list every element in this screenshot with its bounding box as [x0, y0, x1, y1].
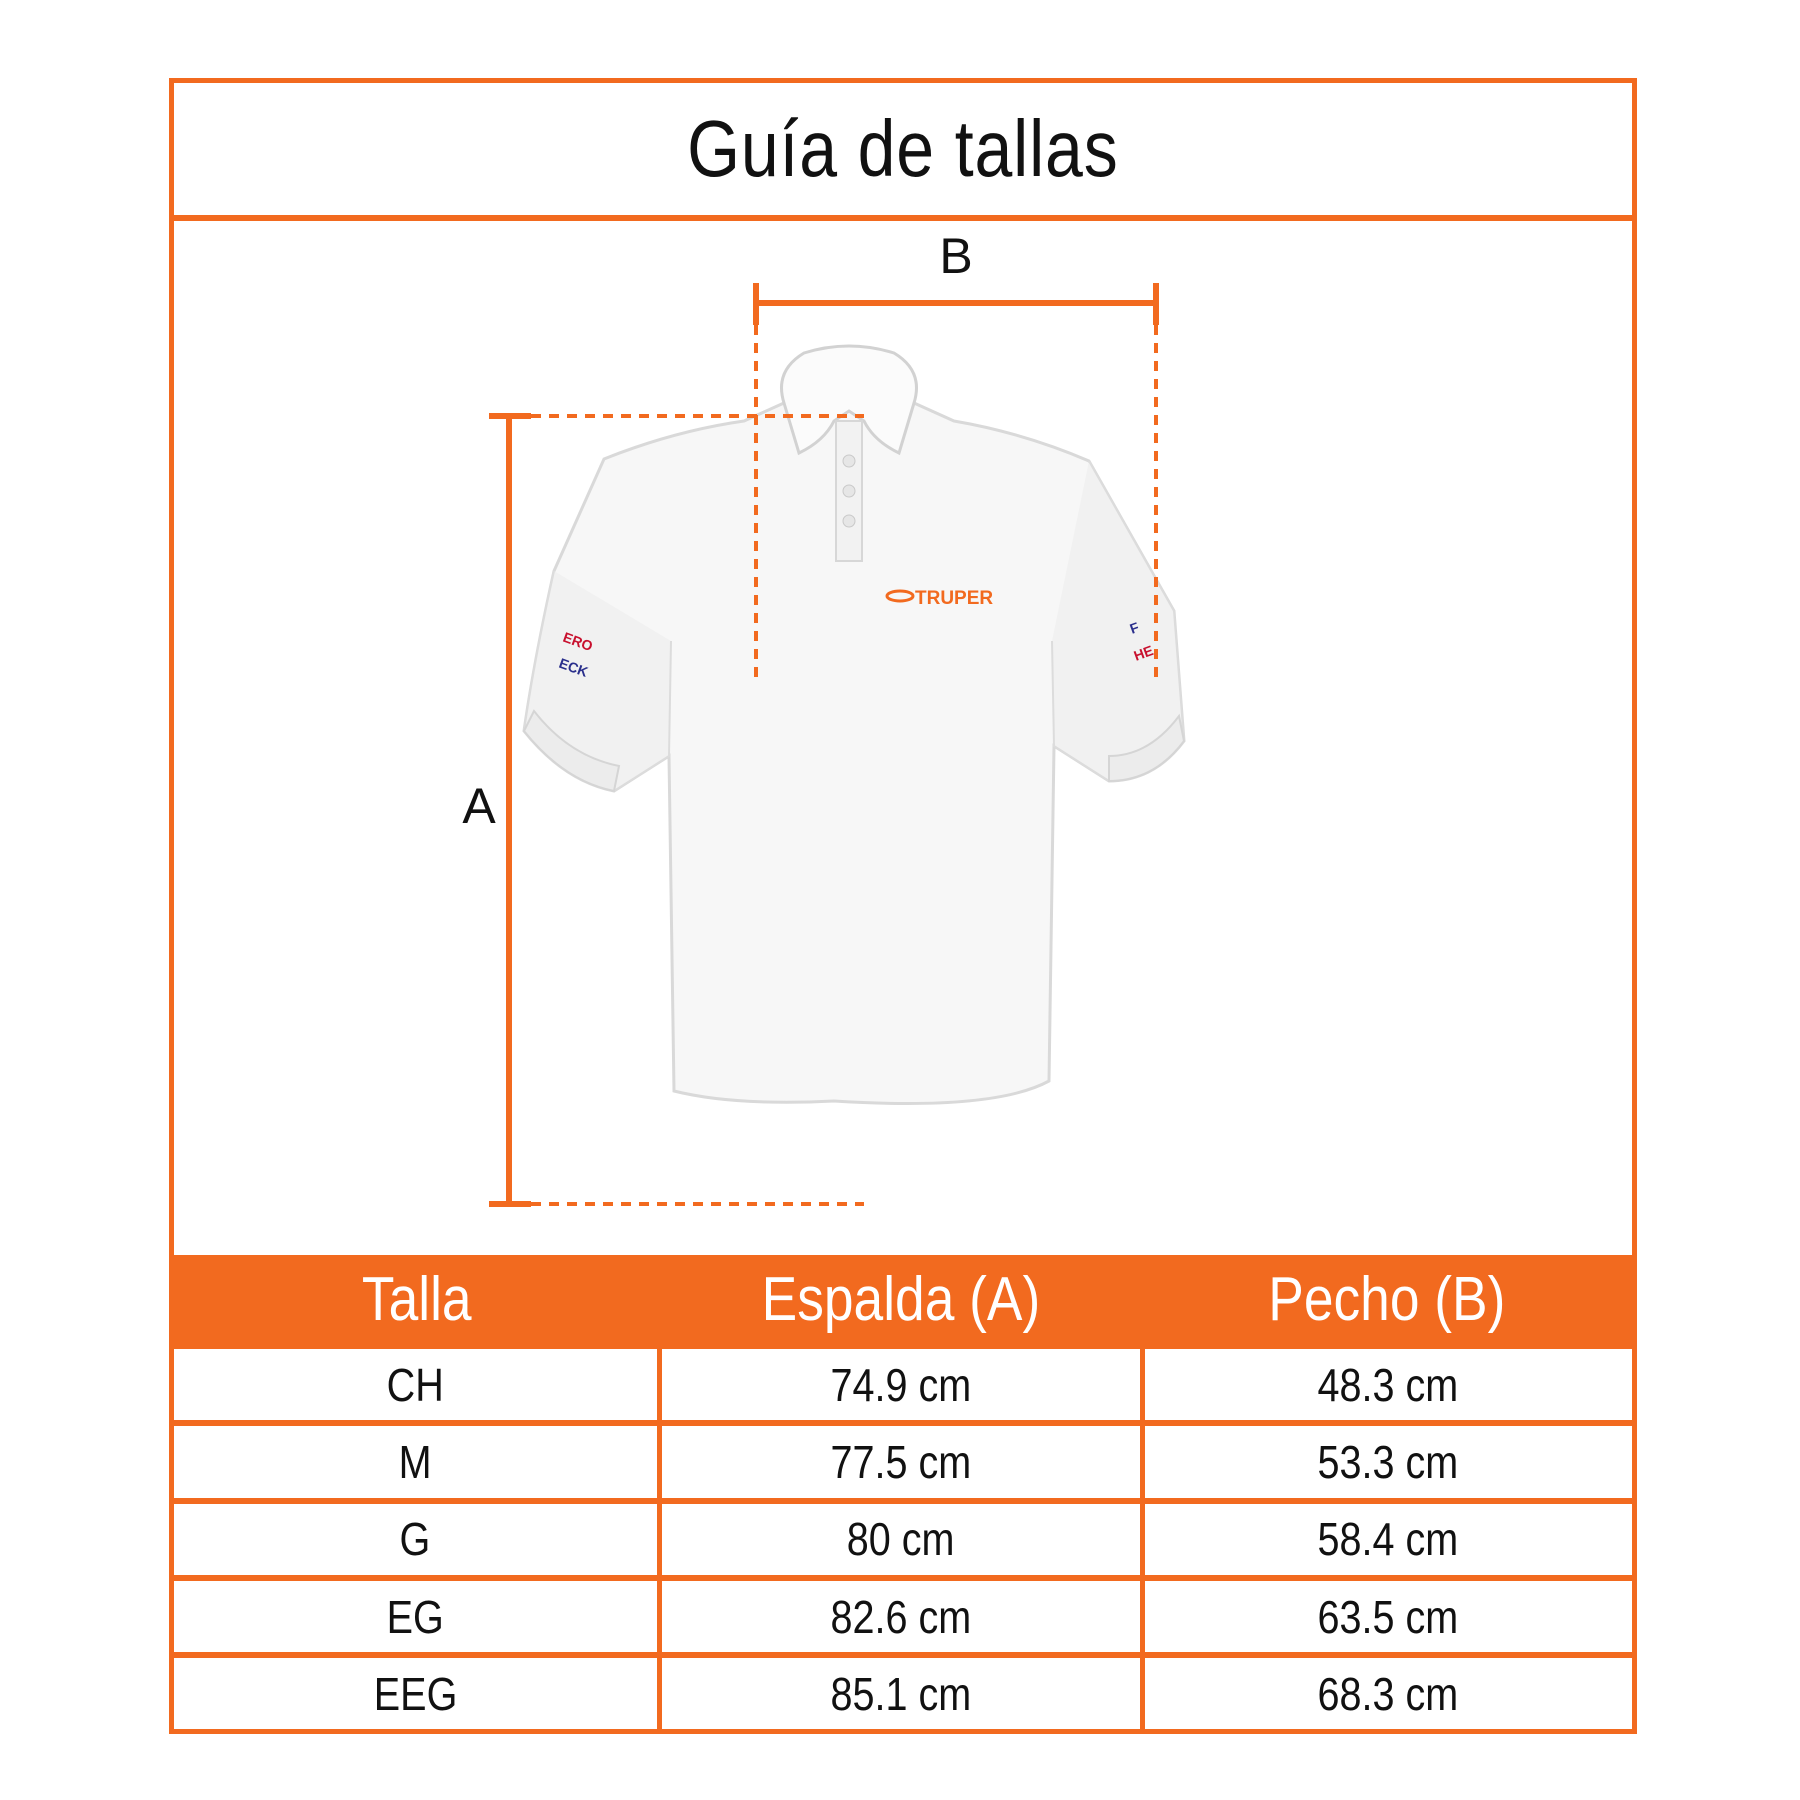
- table-row: [174, 1346, 1632, 1423]
- cell-talla: M: [174, 1423, 659, 1500]
- title-bar: [174, 83, 1632, 221]
- cell-talla: CH: [174, 1346, 659, 1423]
- table-row: [174, 1501, 1632, 1578]
- cell-pecho: 68.3 cm: [1142, 1655, 1632, 1729]
- svg-text:TRUPER: TRUPER: [915, 588, 994, 609]
- cell-pecho: 48.3 cm: [1142, 1346, 1632, 1423]
- table-row: [174, 1655, 1632, 1729]
- cell-pecho: 58.4 cm: [1142, 1501, 1632, 1578]
- table-header-row: [174, 1255, 1632, 1346]
- cell-espalda: 85.1 cm: [659, 1655, 1142, 1729]
- column-header-pecho: Pecho (B): [1142, 1255, 1632, 1346]
- label-a: A: [462, 778, 496, 834]
- page-title: Guía de tallas: [687, 104, 1119, 193]
- size-guide-frame: [169, 78, 1637, 1734]
- cell-talla: G: [174, 1501, 659, 1578]
- cell-espalda: 77.5 cm: [659, 1423, 1142, 1500]
- column-header-espalda: Espalda (A): [659, 1255, 1142, 1346]
- svg-text:HE: HE: [1131, 642, 1156, 664]
- size-table: [174, 1255, 1632, 1729]
- cell-espalda: 82.6 cm: [659, 1578, 1142, 1655]
- cell-talla: EEG: [174, 1655, 659, 1729]
- cell-pecho: 63.5 cm: [1142, 1578, 1632, 1655]
- table-row: [174, 1578, 1632, 1655]
- label-b: B: [939, 228, 973, 284]
- svg-text:ECK: ECK: [556, 654, 591, 680]
- size-table-wrapper: [174, 1255, 1632, 1729]
- polo-shirt-image: [524, 346, 1184, 1104]
- cell-espalda: 74.9 cm: [659, 1346, 1142, 1423]
- cell-talla: EG: [174, 1578, 659, 1655]
- measurement-diagram: [174, 221, 1632, 1255]
- diagram-svg: [174, 221, 1632, 1255]
- table-row: [174, 1423, 1632, 1500]
- svg-text:F: F: [1127, 618, 1142, 637]
- svg-text:ERO: ERO: [560, 628, 595, 655]
- cell-pecho: 53.3 cm: [1142, 1423, 1632, 1500]
- column-header-talla: Talla: [174, 1255, 659, 1346]
- cell-espalda: 80 cm: [659, 1501, 1142, 1578]
